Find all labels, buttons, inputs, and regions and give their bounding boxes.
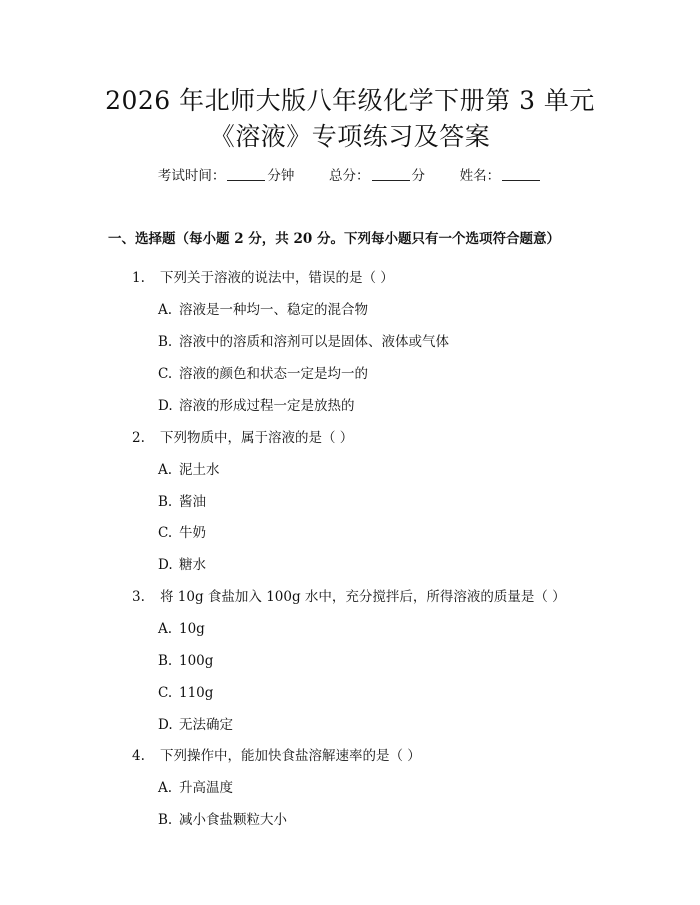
option-text: 糖水 xyxy=(179,557,206,573)
student-name-label: 姓名： xyxy=(459,168,501,184)
option-letter: C. xyxy=(158,366,173,382)
exam-time-label: 考试时间： xyxy=(157,168,226,184)
total-score-field xyxy=(329,166,425,186)
option-text: 升高温度 xyxy=(179,780,233,796)
total-score-blank xyxy=(372,166,410,181)
question-number: 3. xyxy=(132,589,145,605)
question-4 xyxy=(132,746,421,766)
question-number: 1. xyxy=(132,270,145,286)
option-text: 溶液中的溶质和溶剂可以是固体、液体或气体 xyxy=(179,334,449,350)
option-letter: A. xyxy=(158,621,173,637)
option-text: 泥土水 xyxy=(179,462,220,478)
option-letter: B. xyxy=(158,812,173,828)
option-letter: A. xyxy=(158,462,173,478)
option-letter: D. xyxy=(158,398,173,414)
student-name-blank xyxy=(502,166,540,181)
question-1-option-b xyxy=(158,332,449,352)
question-1-option-a xyxy=(158,300,368,320)
question-4-option-b xyxy=(158,810,287,830)
option-text: 溶液的形成过程一定是放热的 xyxy=(179,398,355,414)
total-score-label: 总分： xyxy=(329,168,370,184)
option-letter: C. xyxy=(158,525,173,541)
exam-info-row xyxy=(0,166,700,186)
option-text: 110g xyxy=(179,685,214,701)
page-title-line-2: 《溶液》专项练习及答案 xyxy=(209,122,491,151)
option-text: 10g xyxy=(179,621,205,637)
question-1 xyxy=(132,268,394,288)
question-text: 将 10g 食盐加入 100g 水中，充分搅拌后，所得溶液的质量是（ ） xyxy=(160,589,566,605)
option-letter: B. xyxy=(158,494,173,510)
option-letter: B. xyxy=(158,653,173,669)
question-1-option-d xyxy=(158,396,355,416)
question-3-option-d xyxy=(158,715,233,735)
question-2-option-a xyxy=(158,460,220,480)
question-3-option-b xyxy=(158,651,213,671)
option-text: 无法确定 xyxy=(179,717,233,733)
option-text: 酱油 xyxy=(179,494,206,510)
question-2-option-b xyxy=(158,492,206,512)
question-2-option-c xyxy=(158,523,206,543)
option-letter: A. xyxy=(158,780,173,796)
option-text: 溶液是一种均一、稳定的混合物 xyxy=(179,302,368,318)
section-title-multiple-choice: 一、选择题（每小题 2 分，共 20 分。下列每小题只有一个选项符合题意） xyxy=(108,231,560,247)
exam-time-unit: 分钟 xyxy=(267,168,295,184)
option-letter: D. xyxy=(158,717,173,733)
option-letter: D. xyxy=(158,557,173,573)
option-text: 牛奶 xyxy=(179,525,206,541)
question-3 xyxy=(132,587,566,607)
option-text: 溶液的颜色和状态一定是均一的 xyxy=(179,366,368,382)
question-text: 下列操作中，能加快食盐溶解速率的是（ ） xyxy=(160,748,421,764)
total-score-unit: 分 xyxy=(411,168,425,184)
question-text: 下列关于溶液的说法中，错误的是（ ） xyxy=(160,270,394,286)
question-3-option-c xyxy=(158,683,213,703)
option-letter: A. xyxy=(158,302,173,318)
exam-time-field xyxy=(158,166,295,186)
question-2 xyxy=(132,428,353,448)
page-title-line-1: 2026 年北师大版八年级化学下册第 3 单元 xyxy=(105,86,595,115)
question-3-option-a xyxy=(158,619,205,639)
question-text: 下列物质中，属于溶液的是（ ） xyxy=(160,430,354,446)
option-letter: B. xyxy=(158,334,173,350)
question-number: 2. xyxy=(132,430,145,446)
student-name-field xyxy=(460,166,543,186)
option-letter: C. xyxy=(158,685,173,701)
option-text: 100g xyxy=(179,653,214,669)
question-number: 4. xyxy=(132,748,145,764)
option-text: 减小食盐颗粒大小 xyxy=(179,812,287,828)
exam-time-blank xyxy=(227,166,265,181)
question-2-option-d xyxy=(158,555,206,575)
question-1-option-c xyxy=(158,364,368,384)
question-4-option-a xyxy=(158,778,233,798)
